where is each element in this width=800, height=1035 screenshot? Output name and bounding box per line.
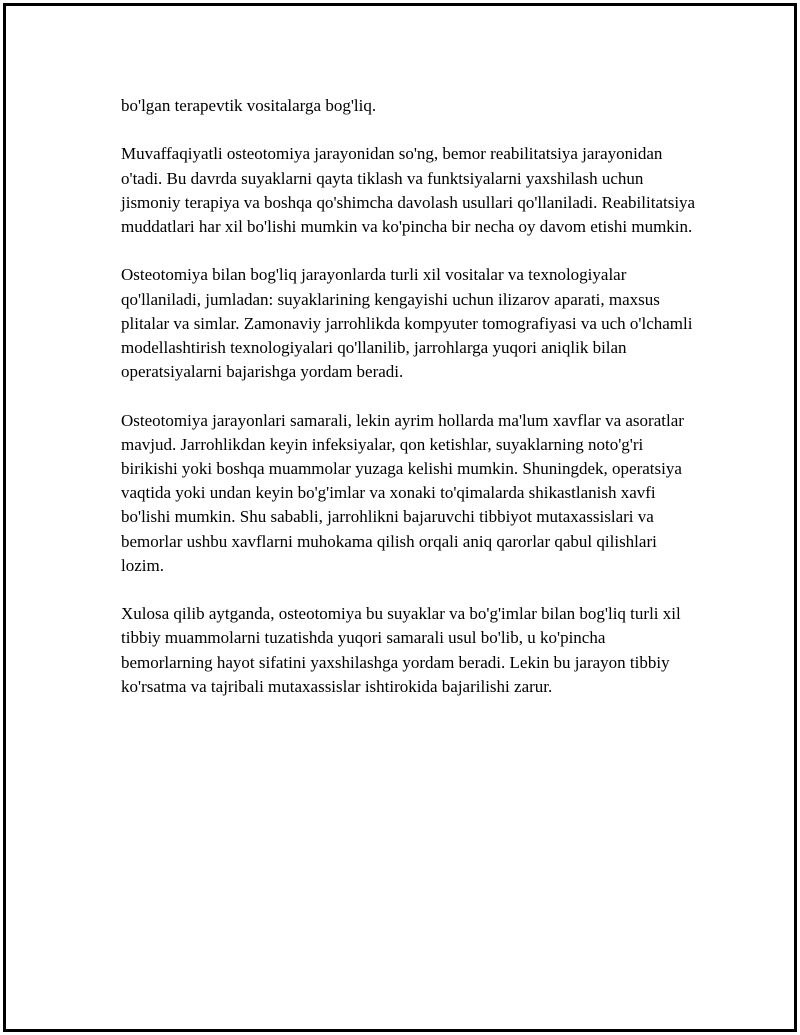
paragraph-rehabilitation: Muvaffaqiyatli osteotomiya jarayonidan so'ng, bemor reabilitatsiya jarayonidan o'tadi. Bu davrda suyaklarni qayta tiklash va funktsiyalarni yaxshilash uchun jismoniy terapiya va boshqa qo'shimcha davolash usullari qo'llaniladi. Reabilitatsiya muddatlari har xil bo'lishi mumkin va ko'pincha bir necha oy davom etishi mumkin. bbox=[121, 144, 696, 236]
paragraph-risks: Osteotomiya jarayonlari samarali, lekin ayrim hollarda ma'lum xavflar va asoratlar mavjud. Jarrohlikdan keyin infeksiyalar, qon ketishlar, suyaklarning noto'g'ri birikishi yoki boshqa muammolar yuzaga kelishi mumkin. Shuningdek, operatsiya vaqtida yoki undan keyin bo'g'imlar va xonaki to'qimalarda shikastlanish xavfi bo'lishi mumkin. Shu sababli, jarrohlikni bajaruvchi tibbiyot mutaxassislari va bemorlar ushbu xavflarni muhokama qilish orqali aniq qarorlar qabul qilishlari lozim. bbox=[121, 410, 684, 575]
paragraph-conclusion: Xulosa qilib aytganda, osteotomiya bu suyaklar va bo'g'imlar bilan bog'liq turli xil tibbiy muammolarni tuzatishda yuqori samarali usul bo'lib, u ko'pincha bemorlarning hayot sifatini yaxshilashga yordam beradi. Lekin bu jarayon tibbiy ko'rsatma va tajribali mutaxassislar ishtirokida bajarilishi zarur. bbox=[121, 604, 681, 696]
document-body bbox=[121, 94, 701, 699]
paragraph-continuation: bo'lgan terapevtik vositalarga bog'liq. bbox=[121, 96, 377, 115]
document-page bbox=[3, 3, 797, 1032]
paragraph-tools-technologies: Osteotomiya bilan bog'liq jarayonlarda turli xil vositalar va texnologiyalar qo'llaniladi, jumladan: suyaklarining kengayishi uchun ilizarov aparati, maxsus plitalar va simlar. Zamonaviy jarrohlikda kompyuter tomografiyasi va uch o'lchamli modellashtirish texnologiyalari qo'llanilib, jarrohlarga yuqori aniqlik bilan operatsiyalarni bajarishga yordam beradi. bbox=[121, 265, 693, 382]
